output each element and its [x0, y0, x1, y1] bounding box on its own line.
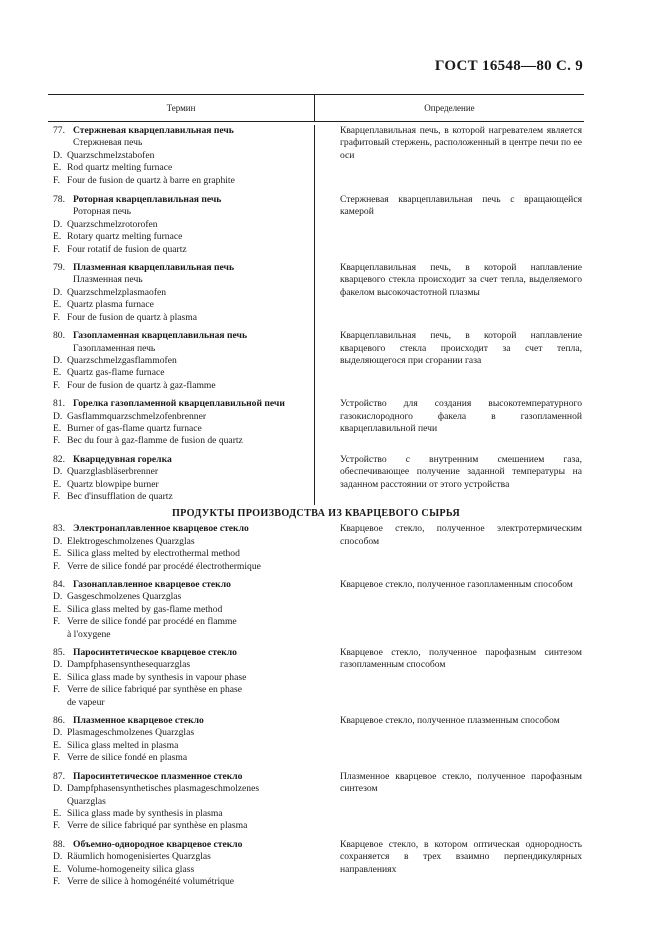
- term-translation: Quartz plasma furnace: [67, 299, 154, 311]
- term-e-line: [53, 299, 316, 311]
- language-label: E.: [53, 807, 62, 819]
- term-entry: [48, 771, 584, 833]
- term-synonym: Плазменная печь: [73, 274, 143, 286]
- term-translation: Quartz blowpipe burner: [67, 478, 159, 490]
- term-e-line: [53, 740, 316, 752]
- term-name: Плазменное кварцевое стекло: [73, 715, 204, 727]
- language-label: D.: [53, 286, 63, 298]
- term-title-line: [53, 125, 316, 137]
- term-number: 87.: [53, 770, 65, 782]
- term-d-line: [53, 783, 316, 795]
- term-translation: Four rotatif de fusion de quartz: [67, 243, 187, 255]
- language-label: D.: [53, 783, 63, 795]
- term-f-line: [53, 491, 316, 503]
- term-entry: [48, 647, 584, 709]
- language-label: D.: [53, 659, 63, 671]
- term-translation: Verre de silice fabriqué par synthèse en plasma: [67, 820, 248, 832]
- term-title-line: [53, 194, 316, 206]
- language-label: F.: [53, 174, 60, 186]
- term-d-line: [53, 287, 316, 299]
- term-cell: [48, 125, 316, 187]
- term-cell: [48, 771, 316, 833]
- table-header-rule: [48, 121, 584, 122]
- term-translation: Silica glass made by synthesis in plasma: [67, 807, 223, 819]
- language-label: D.: [53, 591, 63, 603]
- language-label: F.: [53, 560, 60, 572]
- term-translation: Quarzschmelzplasmaofen: [67, 286, 167, 298]
- term-cell: [48, 398, 316, 448]
- term-name: Стержневая кварцеплавильная печь: [73, 125, 234, 136]
- term-cell: [48, 454, 316, 504]
- term-f-line: [53, 629, 316, 641]
- language-label: D.: [53, 149, 63, 161]
- term-entry: [48, 330, 584, 392]
- term-translation: Quartz gas-flame furnace: [67, 367, 165, 379]
- term-f-line: [53, 561, 316, 573]
- term-d-line: [53, 466, 316, 478]
- term-f-line: [53, 175, 316, 187]
- language-label: E.: [53, 671, 62, 683]
- definition-cell: Кварцеплавильная печь, в которой наплавление кварцевого стекла происходит за счет тепла, выделяемого факелом высокочастотной плазмы: [340, 262, 582, 298]
- language-label: F.: [53, 311, 60, 323]
- term-title-line: [53, 262, 316, 274]
- language-label: E.: [53, 603, 62, 615]
- definition-cell: Устройство для создания высокотемпературного газокислородного факела в газопламенной кварцеплавильной печи: [340, 398, 582, 434]
- definition-cell: Кварцеплавильная печь, в которой наплавление кварцевого стекла происходит за счет тепла, выделяющегося при сгорании газа: [340, 330, 582, 366]
- term-name: Электронаплавленное кварцевое стекло: [73, 523, 249, 535]
- term-translation: Burner of gas-flame quartz furnace: [67, 422, 202, 434]
- term-d-line: [53, 851, 316, 863]
- term-entry: [48, 194, 584, 256]
- term-number: 77.: [53, 125, 65, 136]
- term-name: Паросинтетическое плазменное стекло: [73, 770, 243, 782]
- table-body: [48, 125, 584, 888]
- term-translation: Elektrogeschmolzenes Quarzglas: [67, 535, 195, 547]
- term-entry: [48, 579, 584, 641]
- definition-cell: Кварцевое стекло, полученное газопламенным способом: [340, 579, 573, 590]
- term-title-line: [53, 454, 316, 466]
- language-label: E.: [53, 739, 62, 751]
- term-entry: [48, 454, 584, 504]
- section-title: ПРОДУКТЫ ПРОИЗВОДСТВА ИЗ КВАРЦЕВОГО СЫРЬЯ: [171, 508, 461, 520]
- term-d-line: [53, 219, 316, 231]
- definition-cell: Кварцевое стекло, полученное электротермическим способом: [340, 523, 582, 547]
- term-title-line: [53, 715, 316, 727]
- language-label: E.: [53, 548, 62, 560]
- language-label: F.: [53, 379, 60, 391]
- language-label: F.: [53, 490, 60, 502]
- term-f-line: [53, 616, 316, 628]
- term-entry: [48, 523, 584, 573]
- term-number: 82.: [53, 453, 65, 465]
- term-title-line: [53, 398, 316, 410]
- term-number: 80.: [53, 330, 65, 342]
- term-cell: [48, 262, 316, 324]
- term-translation: Räumlich homogenisiertes Quarzglas: [67, 851, 211, 863]
- term-title-line: [53, 771, 316, 783]
- term-name: Плазменная кварцеплавильная печь: [73, 262, 235, 274]
- term-translation: Four de fusion de quartz à plasma: [67, 311, 198, 323]
- language-label: D.: [53, 727, 63, 739]
- term-entry: [48, 125, 584, 187]
- term-number: 88.: [53, 838, 65, 850]
- column-divider: [314, 125, 315, 505]
- term-cell: [48, 647, 316, 709]
- term-f-line: [53, 820, 316, 832]
- page-header: ГОСТ 16548—80 С. 9: [434, 58, 583, 74]
- definition-cell: Плазменное кварцевое стекло, полученное парофазным синтезом: [340, 770, 582, 795]
- term-number: 83.: [53, 523, 65, 535]
- term-translation: Quarzglas: [67, 795, 106, 807]
- term-synonym: Газопламенная печь: [73, 342, 156, 354]
- term-translation: de vapeur: [67, 696, 105, 708]
- term-translation: Quarzglasbläserbrenner: [67, 466, 159, 478]
- term-translation: Silica glass melted by electrothermal method: [67, 548, 240, 560]
- term-d-line: [53, 659, 316, 671]
- term-name: Горелка газопламенной кварцеплавильной печи: [73, 398, 285, 410]
- term-translation: Silica glass melted in plasma: [67, 739, 179, 751]
- term-f-line: [53, 244, 316, 256]
- term-f-line: [53, 697, 316, 709]
- term-translation: Bec d'insufflation de quartz: [67, 490, 173, 502]
- term-translation: Quarzschmelzrotorofen: [67, 218, 158, 230]
- term-number: 79.: [53, 262, 65, 274]
- term-synonym: Стержневая печь: [73, 137, 143, 149]
- term-translation: Verre de silice fabriqué par synthèse en phase: [67, 684, 243, 696]
- term-cell: [48, 523, 316, 573]
- language-label: F.: [53, 435, 60, 447]
- definition-cell: Кварцевое стекло, полученное плазменным способом: [340, 715, 560, 727]
- term-entry: [48, 262, 584, 324]
- term-e-line: [53, 672, 316, 684]
- language-label: D.: [53, 851, 63, 863]
- language-label: E.: [53, 162, 62, 174]
- term-cell: [48, 839, 316, 889]
- term-translation: Volume-homogeneity silica glass: [67, 863, 195, 875]
- term-translation: Four de fusion de quartz à barre en graphite: [67, 174, 235, 186]
- term-number: 81.: [53, 398, 65, 410]
- term-e-line: [53, 162, 316, 174]
- term-number: 78.: [53, 194, 65, 206]
- term-translation: Rotary quartz melting furnace: [67, 231, 183, 243]
- term-d-line: [53, 727, 316, 739]
- term-d-line: [53, 355, 316, 367]
- term-f-line: [53, 684, 316, 696]
- term-cell: [48, 330, 316, 392]
- language-label: E.: [53, 299, 62, 311]
- term-number: 86.: [53, 715, 65, 727]
- term-translation: Quarzschmelzgasflammofen: [67, 354, 177, 366]
- language-label: F.: [53, 243, 60, 255]
- language-label: F.: [53, 616, 60, 628]
- term-d-line: [53, 591, 316, 603]
- language-label: D.: [53, 466, 63, 478]
- term-e-line: [53, 604, 316, 616]
- term-title-line: [53, 839, 316, 851]
- term-e-line: [53, 864, 316, 876]
- term-e-line: [53, 808, 316, 820]
- term-e-line: [53, 548, 316, 560]
- definition-cell: Устройство с внутренним смешением газа, обеспечивающее получение заданной температуры на заданном расстоянии от этого устройства: [340, 453, 582, 490]
- language-label: E.: [53, 231, 62, 243]
- term-translation: Bec du four à gaz-flamme de fusion de quartz: [67, 435, 243, 447]
- language-label: D.: [53, 535, 63, 547]
- term-d-line: [53, 536, 316, 548]
- term-name: Газопламенная кварцеплавильная печь: [73, 330, 248, 342]
- language-label: D.: [53, 218, 63, 230]
- language-label: E.: [53, 422, 62, 434]
- language-label: F.: [53, 820, 60, 832]
- term-title-line: [53, 647, 316, 659]
- term-translation: Verre de silice fondé en plasma: [67, 752, 188, 764]
- term-translation: à l'oxygene: [67, 628, 111, 640]
- language-label: F.: [53, 684, 60, 696]
- term-translation: Plasmageschmolzenes Quarzglas: [67, 727, 195, 739]
- term-e-line: [53, 231, 316, 243]
- language-label: E.: [53, 863, 62, 875]
- term-title-line: [53, 330, 316, 342]
- term-entry: [48, 839, 584, 889]
- term-synonym: Роторная печь: [73, 206, 131, 218]
- language-label: D.: [53, 410, 63, 422]
- term-translation: Silica glass melted by gas-flame method: [67, 603, 223, 615]
- term-translation: Verre de silice fondé par procédé en flamme: [67, 616, 237, 628]
- language-label: D.: [53, 354, 63, 366]
- definition-cell: Кварцевое стекло, в котором оптическая однородность сохраняется в трех взаимно перпендикулярных направлениях: [340, 838, 582, 875]
- term-translation: Verre de silice à homogénéité volumétrique: [67, 875, 235, 887]
- language-label: E.: [53, 367, 62, 379]
- term-d-line: [53, 411, 316, 423]
- definition-cell: Кварцевое стекло, полученное парофазным синтезом газопламенным способом: [340, 647, 582, 671]
- term-translation: Verre de silice fondé par procédé électrothermique: [67, 560, 261, 572]
- term-number: 85.: [53, 647, 65, 659]
- term-entry: [48, 715, 584, 765]
- term-translation: Quarzschmelzstabofen: [67, 149, 155, 161]
- term-title-line: [53, 523, 316, 535]
- term-cell: [48, 579, 316, 641]
- term-e-line: [53, 479, 316, 491]
- column-header-term: Термин: [48, 95, 315, 121]
- term-f-line: [53, 876, 316, 888]
- term-name: Кварцедувная горелка: [73, 453, 172, 465]
- term-title-line: [53, 579, 316, 591]
- term-translation: Rod quartz melting furnace: [67, 162, 173, 174]
- term-name: Газонаплавленное кварцевое стекло: [73, 579, 231, 590]
- term-f-line: [53, 435, 316, 447]
- term-number: 84.: [53, 579, 65, 590]
- language-label: F.: [53, 752, 60, 764]
- table-header-row: [48, 95, 584, 121]
- term-translation: Dampfphasensynthesequarzglas: [67, 659, 191, 671]
- definition-cell: Стержневая кварцеплавильная печь с вращающейся камерой: [340, 194, 582, 218]
- term-translation: Four de fusion de quartz à gaz-flamme: [67, 379, 216, 391]
- term-name: Роторная кварцеплавильная печь: [73, 194, 222, 206]
- term-f-line: [53, 752, 316, 764]
- term-translation: Gasgeschmolzenes Quarzglas: [67, 591, 182, 603]
- definition-cell: Кварцеплавильная печь, в которой нагревателем является графитовый стержень, расположенный в центре печи по ее оси: [340, 125, 582, 161]
- language-label: F.: [53, 875, 60, 887]
- term-entry: [48, 398, 584, 448]
- term-cell: [48, 194, 316, 256]
- term-e-line: [53, 423, 316, 435]
- language-label: E.: [53, 478, 62, 490]
- term-name: Объемно-однородное кварцевое стекло: [73, 838, 243, 850]
- term-name: Паросинтетическое кварцевое стекло: [73, 647, 237, 659]
- term-translation: Gasflammquarzschmelzofenbrenner: [67, 410, 207, 422]
- term-e-line: [53, 367, 316, 379]
- term-translation: Dampfphasensynthetisches plasmageschmolzenes: [67, 783, 260, 795]
- terms-table: [48, 94, 584, 888]
- term-d-line: [53, 150, 316, 162]
- column-header-definition: Определение: [424, 103, 475, 113]
- term-f-line: [53, 380, 316, 392]
- term-d-line: [53, 796, 316, 808]
- term-translation: Silica glass made by synthesis in vapour phase: [67, 671, 247, 683]
- term-cell: [48, 715, 316, 765]
- term-f-line: [53, 312, 316, 324]
